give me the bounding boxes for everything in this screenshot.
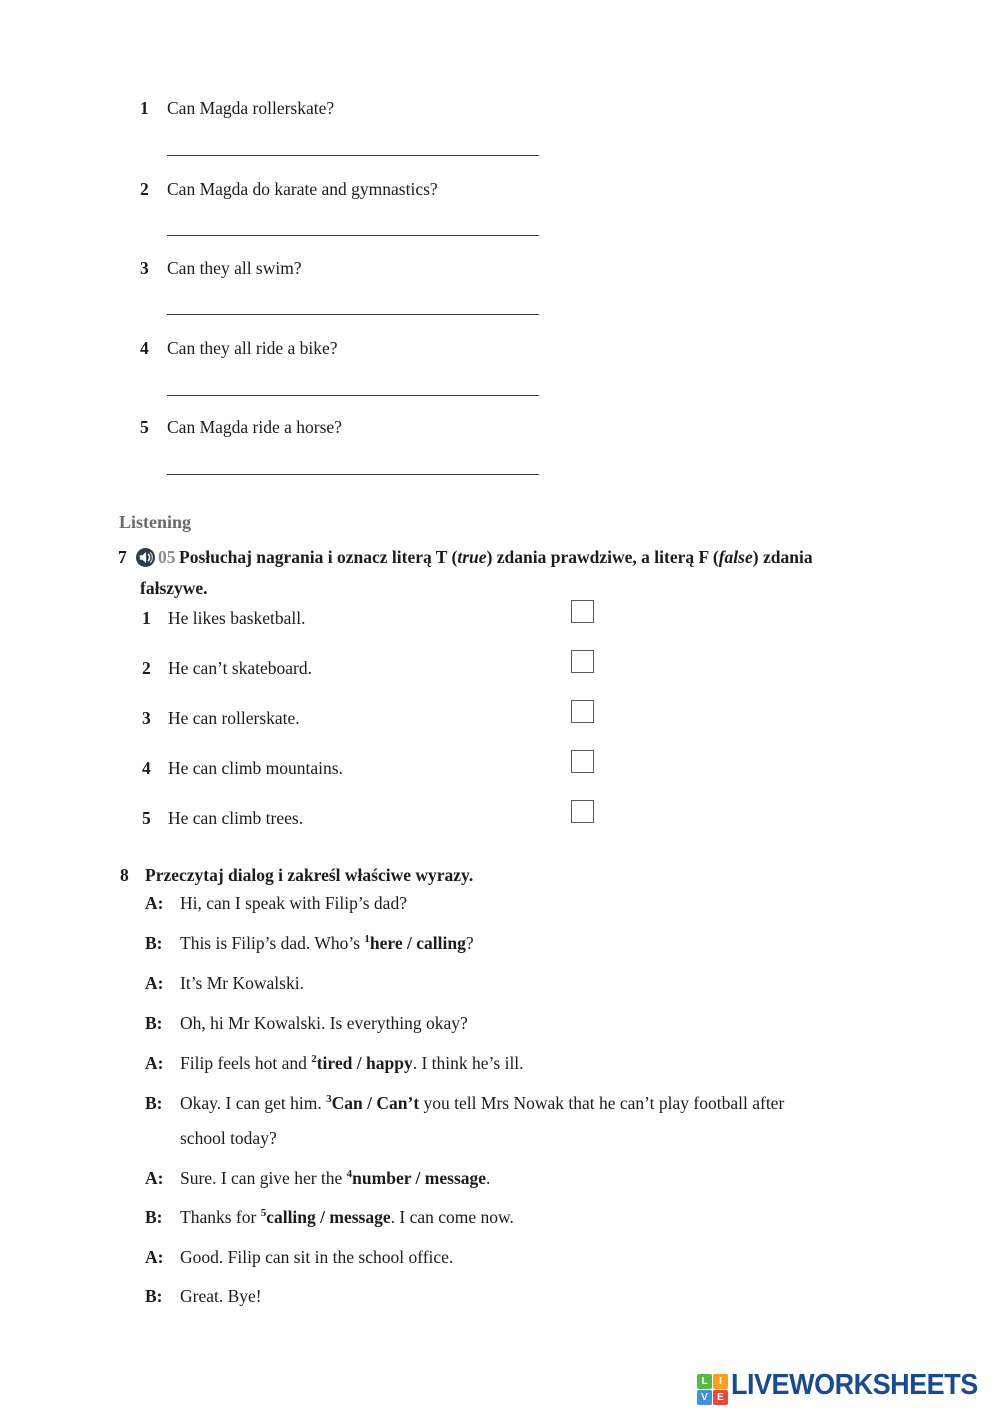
truefalse-item: [0, 808, 1000, 834]
dialog-text: Oh, hi Mr Kowalski. Is everything okay?: [180, 1013, 468, 1033]
dialog-text: This is Filip’s dad. Who’s $^1$here / calling?: [180, 933, 474, 953]
item-number: 4: [142, 758, 151, 778]
gap-number: 3: [326, 1093, 332, 1106]
choice-separator: /: [411, 1168, 425, 1188]
item-number: 1: [142, 608, 151, 628]
choice-separator: /: [352, 1053, 367, 1073]
answer-blank-line[interactable]: [167, 235, 539, 236]
dialog-line: [0, 1013, 1000, 1039]
dialog-line: [0, 1093, 1000, 1119]
choice-option[interactable]: happy: [366, 1053, 413, 1073]
liveworksheets-logo-text: LIVEWORKSHEETS: [731, 1369, 978, 1401]
gap-number: 2: [311, 1053, 317, 1066]
choice-option[interactable]: calling: [266, 1207, 316, 1227]
gap-number: 4: [346, 1168, 353, 1181]
speaker-label: B:: [145, 933, 163, 953]
logo-square-v: V: [697, 1390, 712, 1405]
item-text: He likes basketball.: [168, 608, 306, 628]
question-number: 5: [140, 417, 149, 437]
dialog-text: Okay. I can get him. $^3$Can / Can’t you tell Mrs Nowak that he can’t play football after: [180, 1093, 785, 1113]
speaker-label: B:: [145, 1013, 163, 1033]
speaker-label: B:: [145, 1207, 163, 1227]
question-text: Can Magda do karate and gymnastics?: [167, 179, 438, 199]
dialog-line: [0, 933, 1000, 959]
listening-section-heading: Listening: [119, 512, 192, 532]
speaker-label: A:: [145, 1168, 164, 1188]
speaker-label: B:: [145, 1286, 163, 1306]
speaker-label: A:: [145, 1247, 164, 1267]
true-false-checkbox[interactable]: [571, 600, 594, 623]
question-text: Can Magda ride a horse?: [167, 417, 342, 437]
truefalse-item: [0, 758, 1000, 784]
dialog-line: [0, 1168, 1000, 1194]
question-number: 2: [140, 179, 149, 199]
audio-speaker-icon[interactable]: [136, 548, 155, 567]
gap-number: 1: [364, 933, 370, 946]
logo-square-i: I: [713, 1374, 728, 1389]
logo-square-l: L: [697, 1374, 712, 1389]
gap-number: 5: [260, 1207, 267, 1220]
choice-option[interactable]: message: [424, 1168, 487, 1188]
answer-blank-line[interactable]: [167, 395, 539, 396]
item-text: He can rollerskate.: [168, 708, 300, 728]
dialog-text: Filip feels hot and $^2$tired / happy. I think he’s ill.: [180, 1053, 524, 1073]
item-text: He can climb trees.: [168, 808, 304, 828]
dialog-line-wrap: [0, 1128, 1000, 1154]
exercise8-heading-row: [0, 865, 1000, 891]
exercise-number: 7: [118, 547, 127, 567]
choice-separator: /: [402, 933, 417, 953]
question-item: [0, 179, 1000, 205]
dialog-text: It’s Mr Kowalski.: [180, 973, 304, 993]
true-false-checkbox[interactable]: [571, 750, 594, 773]
question-item: [0, 417, 1000, 443]
question-text: Can they all ride a bike?: [167, 338, 338, 358]
choice-option[interactable]: Can’t: [376, 1093, 420, 1113]
dialog-text: Hi, can I speak with Filip’s dad?: [180, 893, 407, 913]
truefalse-item: [0, 708, 1000, 734]
true-false-checkbox[interactable]: [571, 700, 594, 723]
dialog-text: Thanks for $^5$calling / message. I can come now.: [180, 1207, 514, 1227]
dialog-line: [0, 1207, 1000, 1233]
audio-track-number: 05: [158, 547, 176, 567]
item-number: 5: [142, 808, 151, 828]
dialog-line: [0, 893, 1000, 919]
dialog-text: Great. Bye!: [180, 1286, 262, 1306]
choice-option[interactable]: here: [369, 933, 403, 953]
truefalse-item: [0, 658, 1000, 684]
dialog-line: [0, 973, 1000, 999]
question-item: [0, 258, 1000, 284]
choice-option[interactable]: calling: [416, 933, 466, 953]
choice-option[interactable]: number: [352, 1168, 412, 1188]
question-text: Can Magda rollerskate?: [167, 98, 335, 118]
dialog-line: [0, 1286, 1000, 1312]
dialog-text: school today?: [180, 1128, 277, 1148]
question-item: [0, 338, 1000, 364]
item-number: 2: [142, 658, 151, 678]
exercise-number: 8: [120, 865, 129, 885]
answer-blank-line[interactable]: [167, 474, 539, 475]
answer-blank-line[interactable]: [167, 314, 539, 315]
exercise7-instruction-row: [0, 547, 1000, 573]
choice-option[interactable]: Can: [331, 1093, 363, 1113]
question-number: 1: [140, 98, 149, 118]
question-number: 3: [140, 258, 149, 278]
item-number: 3: [142, 708, 151, 728]
item-text: He can climb mountains.: [168, 758, 343, 778]
true-false-checkbox[interactable]: [571, 650, 594, 673]
item-text: He can’t skateboard.: [168, 658, 312, 678]
truefalse-item: [0, 608, 1000, 634]
dialog-line: [0, 1247, 1000, 1273]
dialog-text: Good. Filip can sit in the school office.: [180, 1247, 454, 1267]
answer-blank-line[interactable]: [167, 155, 539, 156]
exercise7-instruction: Posłuchaj nagrania i oznacz literą T (true) zdania prawdziwe, a literą F (false) zdania: [179, 547, 813, 567]
true-false-checkbox[interactable]: [571, 800, 594, 823]
question-item: [0, 98, 1000, 124]
speaker-label: A:: [145, 893, 164, 913]
question-text: Can they all swim?: [167, 258, 302, 278]
liveworksheets-logo-icon: [697, 1374, 728, 1405]
exercise7-instruction-wrap: fałszywe.: [140, 578, 208, 598]
speaker-label: A:: [145, 1053, 164, 1073]
speaker-label: B:: [145, 1093, 163, 1113]
choice-option[interactable]: tired: [316, 1053, 353, 1073]
choice-separator: /: [315, 1207, 330, 1227]
question-number: 4: [140, 338, 149, 358]
dialog-line: [0, 1053, 1000, 1079]
speaker-label: A:: [145, 973, 164, 993]
choice-separator: /: [362, 1093, 377, 1113]
choice-option[interactable]: message: [329, 1207, 391, 1227]
exercise8-instruction: Przeczytaj dialog i zakreśl właściwe wyrazy.: [145, 865, 474, 885]
dialog-text: Sure. I can give her the $^4$number / message.: [180, 1168, 491, 1188]
logo-square-e: E: [713, 1390, 728, 1405]
